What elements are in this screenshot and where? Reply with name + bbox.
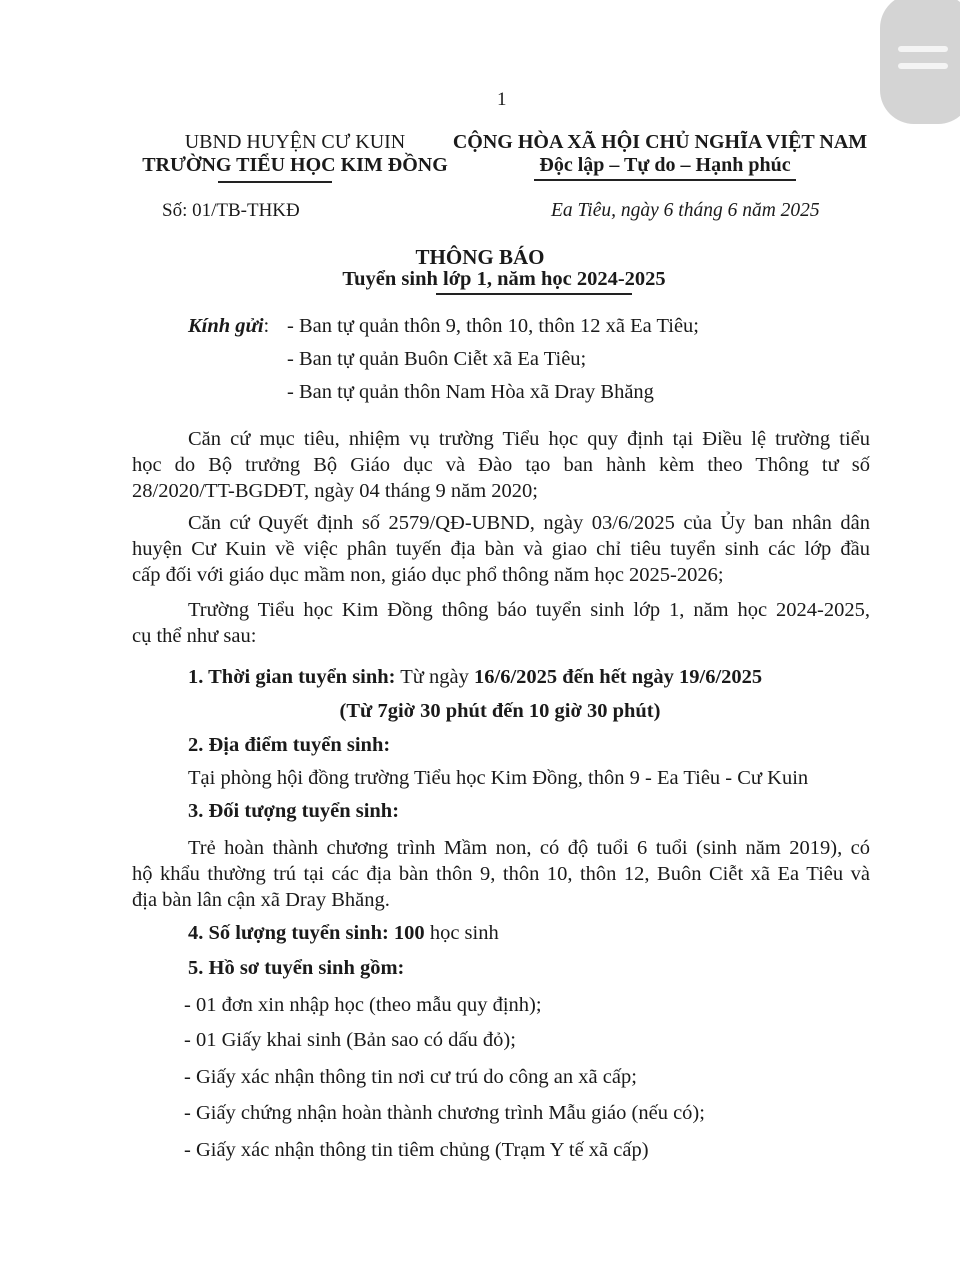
nation-title: CỘNG HÒA XÃ HỘI CHỦ NGHĨA VIỆT NAM (452, 131, 868, 153)
recipient-item: - Ban tự quản thôn 9, thôn 10, thôn 12 xã Ea Tiêu; (287, 315, 699, 337)
section-1-value: 16/6/2025 đến hết ngày 19/6/2025 (474, 666, 763, 688)
section-1-label: 1. Thời gian tuyển sinh: (188, 666, 396, 688)
notice-subtitle: Tuyển sinh lớp 1, năm học 2024-2025 (342, 268, 666, 290)
paragraph-2-line: huyện Cư Kuin về việc phân tuyến địa bàn và giao chỉ tiêu tuyển sinh các lớp đầu (132, 538, 870, 560)
section-4-value: học sinh (424, 922, 499, 944)
section-1-line (188, 664, 762, 690)
notice-title: THÔNG BÁO (415, 245, 545, 269)
document-list-item: - 01 đơn xin nhập học (theo mẫu quy định); (184, 994, 542, 1016)
paragraph-1-line: Căn cứ mục tiêu, nhiệm vụ trường Tiểu học quy định tại Điều lệ trường tiểu (188, 428, 870, 450)
recipients-label (188, 313, 269, 339)
recipients-label-text: Kính gửi (188, 315, 264, 337)
recipient-item: - Ban tự quản Buôn Ciễt xã Ea Tiêu; (287, 348, 587, 370)
document-list-item: - 01 Giấy khai sinh (Bản sao có dấu đỏ); (184, 1029, 516, 1051)
section-3-label: 3. Đối tượng tuyển sinh: (188, 800, 400, 822)
place-date: Ea Tiêu, ngày 6 tháng 6 năm 2025 (551, 200, 820, 221)
document-list-item: - Giấy xác nhận thông tin nơi cư trú do công an xã cấp; (184, 1066, 637, 1088)
school-name-underline (218, 181, 332, 183)
nation-motto: Độc lập – Tự do – Hạnh phúc (539, 154, 791, 176)
document-number: Số: 01/TB-THKĐ (162, 200, 300, 221)
section-3-line: hộ khẩu thường trú tại các địa bàn thôn 9, thôn 10, thôn 12, Buôn Ciễt xã Ea Tiêu và (132, 863, 870, 885)
menu-button[interactable] (880, 0, 960, 124)
recipients-label-colon: : (263, 315, 270, 337)
section-3-line: địa bàn lân cận xã Dray Bhăng. (132, 889, 390, 911)
document-list-item: - Giấy xác nhận thông tin tiêm chủng (Trạm Y tế xã cấp) (184, 1139, 649, 1161)
agency-name: UBND HUYỆN CƯ KUIN (184, 131, 406, 153)
page-number: 1 (497, 89, 507, 110)
section-4-line (188, 920, 499, 946)
section-5-label: 5. Hồ sơ tuyển sinh gồm: (188, 957, 405, 979)
paragraph-2-line: Căn cứ Quyết định số 2579/QĐ-UBND, ngày 03/6/2025 của Ủy ban nhân dân (188, 512, 870, 534)
section-3-line: Trẻ hoàn thành chương trình Mầm non, có độ tuổi 6 tuổi (sinh năm 2019), có (188, 837, 870, 859)
school-name: TRƯỜNG TIỂU HỌC KIM ĐỒNG (142, 154, 448, 176)
paragraph-1-line: 28/2020/TT-BGDĐT, ngày 04 tháng 9 năm 2020; (132, 480, 538, 502)
section-2-text: Tại phòng hội đồng trường Tiểu học Kim Đồng, thôn 9 - Ea Tiêu - Cư Kuin (188, 767, 809, 789)
paragraph-1-line: học do Bộ trưởng Bộ Giáo dục và Đào tạo ban hành kèm theo Thông tư số (132, 454, 870, 476)
section-4-label: 4. Số lượng tuyển sinh: 100 (188, 922, 425, 944)
section-1-mid: Từ ngày (395, 666, 475, 688)
document-list-item: - Giấy chứng nhận hoàn thành chương trình Mẫu giáo (nếu có); (184, 1102, 705, 1124)
paragraph-3-line: Trường Tiểu học Kim Đồng thông báo tuyển sinh lớp 1, năm học 2024-2025, (188, 599, 870, 621)
nation-motto-underline (534, 179, 796, 181)
paragraph-2-line: cấp đối với giáo dục mầm non, giáo dục phổ thông năm học 2025-2026; (132, 564, 724, 586)
section-1-hours: (Từ 7giờ 30 phút đến 10 giờ 30 phút) (339, 700, 661, 722)
recipient-item: - Ban tự quản thôn Nam Hòa xã Dray Bhăng (287, 381, 654, 403)
section-2-label: 2. Địa điểm tuyển sinh: (188, 734, 391, 756)
paragraph-3-line: cụ thể như sau: (132, 625, 257, 647)
notice-subtitle-underline (436, 293, 632, 295)
